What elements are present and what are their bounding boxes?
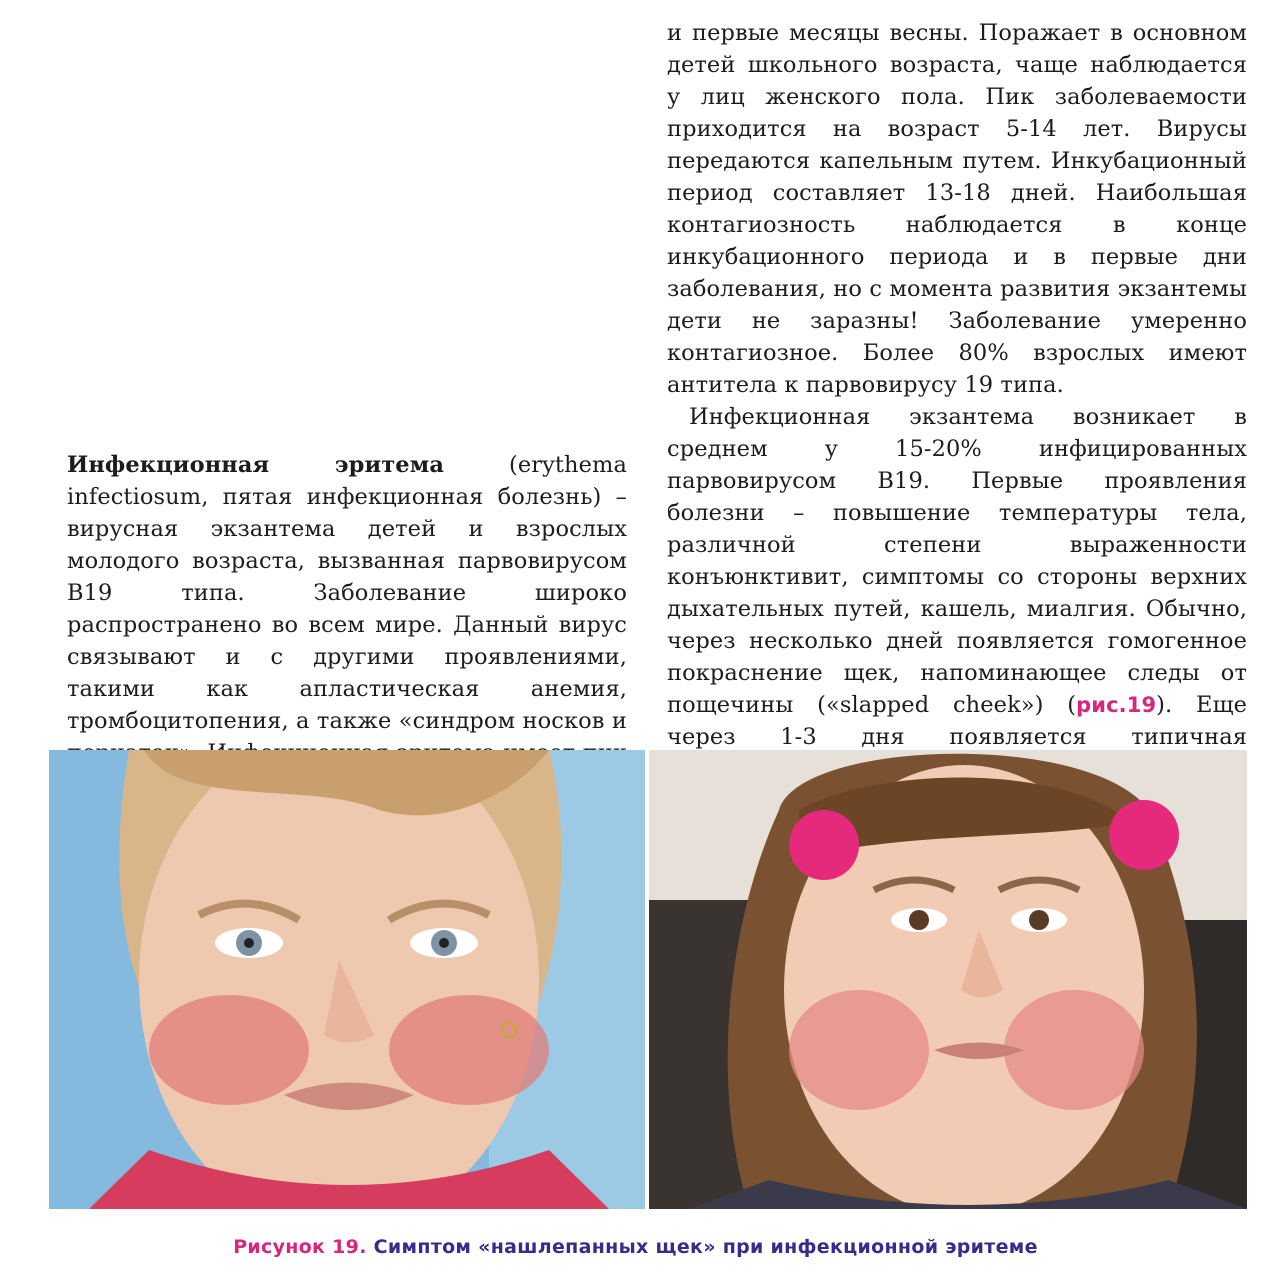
para2-text-b: ). Еще через 1-3 дня появляется типичная (667, 692, 1247, 750)
left-paragraph (67, 449, 627, 801)
figure-19 (49, 750, 1247, 1209)
right-paragraph-1: и первые месяцы весны. Поражает в основном детей школьного возраста, чаще наблюдается у лиц женского пола. Пик заболеваемости приходится на возраст 5-14 лет. Вирусы передаются капельным путем. Инкубационный период составляет 13-18 дней. Наибольшая контагиозность наблюдается в конце инкубационного периода и в первые дни заболевания, но с момента развития экзантемы дети не заразны! Заболевание умеренно контагиозное. Более 80% взрослых имеют антитела к парвовирусу 19 типа. (667, 20, 1247, 398)
figure-caption (0, 1236, 1271, 1258)
figure-ref-19[interactable]: рис.19 (1076, 693, 1157, 717)
left-paragraph-text: (erythema infectiosum, пятая инфекционная болезнь) – вирусная экзантема детей и взрослых молодого возраста, вызванная парвовирусом B19 типа. Заболевание широко распространено во всем мире. Данный вирус связывают и с другими проявлениями, такими как апластическая анемия, тромбоцитопения, а также «синдром носков и (67, 452, 627, 734)
girl-face-illustration (649, 750, 1247, 1209)
term-heading: Инфекционная эритема (67, 452, 445, 478)
para2-text-a: Инфекционная экзантема возникает в среднем у 15-20% инфицированных парвовирусом B19. Первые проявления болезни – повышение температуры тела, различной степени выраженности конъюнктивит, симптомы со стороны верхних дыхательных путей, кашель, миалгия. Обычно, через несколько дней появляется гомогенное покраснение щек, напоминающее следы от пощечины («slapped cheek») ( (667, 404, 1247, 718)
photo-child-girl (649, 750, 1247, 1209)
caption-text: Симптом «нашлепанных щек» при инфекционной эритеме (366, 1236, 1038, 1258)
caption-label: Рисунок 19. (233, 1236, 367, 1258)
left-text-column (67, 449, 627, 801)
photo-child-toddler (49, 750, 645, 1209)
toddler-face-illustration (49, 750, 645, 1209)
